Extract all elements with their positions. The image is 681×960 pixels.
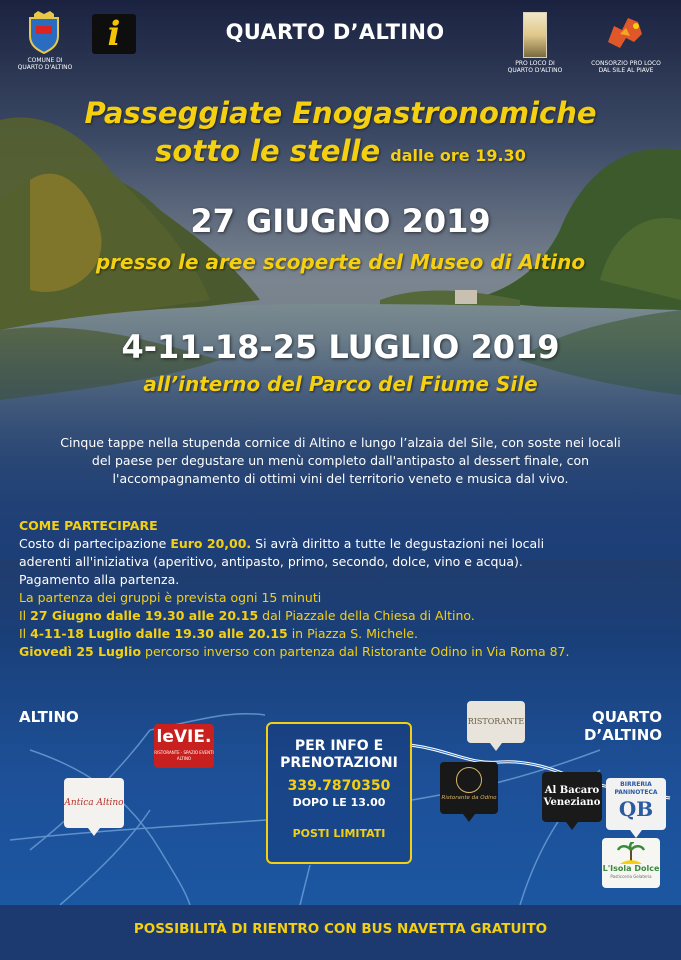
venue-levie-sub: RISTORANTE · SPAZIO EVENTI ALTINO [154, 750, 214, 761]
line6-prefix: Il [19, 626, 31, 641]
line5-prefix: Il [19, 608, 31, 623]
limited-places: POSTI LIMITATI [292, 827, 386, 840]
venue-qb-name: QB [618, 797, 654, 821]
cost-prefix: Costo di partecipazione [19, 536, 171, 551]
tourist-info-icon [92, 14, 136, 54]
venue-birreria-line1: BIRRERIA [620, 781, 652, 788]
line7-suffix: percorso inverso con partenza dal Ristorante Odino in Via Roma 87. [141, 644, 570, 659]
place-quarto-line1: QUARTO [592, 708, 662, 726]
line6-suffix: in Piazza S. Michele. [287, 626, 418, 641]
map-pin-icon [463, 814, 475, 822]
place-quarto-line2: D’ALTINO [584, 726, 662, 744]
proloco-caption [500, 60, 570, 74]
venue-bacaro-line2: Veneziano [543, 797, 601, 808]
how-line2: aderenti all'iniziativa (aperitivo, antipasto, primo, secondo, dolce, vino e acqua). [19, 554, 523, 569]
proloco-caption-line2: QUARTO D'ALTINO [507, 67, 563, 74]
place-quarto [574, 708, 662, 744]
line6-date: 4-11-18 Luglio dalle 19.30 alle 20.15 [30, 626, 288, 641]
consorzio-logo-icon [600, 12, 646, 56]
venue-bacaro [542, 772, 602, 822]
cost-suffix: Si avrà diritto a tutte le degustazioni nei locali [251, 536, 545, 551]
proloco-caption-line1: PRO LOCO DI [515, 60, 555, 67]
venue-birreria-qb [606, 778, 666, 830]
map-pin-icon [630, 830, 642, 838]
place-altino: ALTINO [19, 708, 79, 726]
venue-levie-name: leVIE. [156, 727, 212, 747]
booking-title-line1: PER INFO E [294, 738, 384, 754]
booking-hours: DOPO LE 13.00 [292, 796, 386, 809]
town-title: QUARTO D’ALTINO [225, 20, 445, 44]
venue-antica-altino-name: Antica Altino [64, 798, 124, 808]
booking-title-line2: PRENOTAZIONI [280, 755, 398, 771]
booking-title [268, 738, 410, 772]
venue-isola-dolce [602, 838, 660, 888]
reverse-route-line [19, 643, 669, 661]
booking-info-box [266, 722, 412, 864]
venue-birreria-line2: PANINOTECA [614, 789, 658, 796]
comune-caption [12, 57, 78, 71]
venue-ristorante [467, 701, 525, 743]
comune-caption-line1: COMUNE DI [27, 57, 63, 64]
event-time-note: dalle ore 19.30 [390, 146, 526, 165]
proloco-tower-icon [523, 12, 547, 58]
odino-emblem-icon [456, 767, 482, 793]
map-pin-icon [490, 743, 502, 751]
june-departure-line [19, 607, 669, 625]
line7-date: Giovedì 25 Luglio [19, 644, 142, 659]
consorzio-caption [584, 60, 668, 74]
venue-odino-name: Ristorante da Odino [441, 795, 497, 801]
description-line: l'accompagnamento di ottimi vini del territorio veneto e musica dal vivo. [112, 471, 569, 486]
description-line: Cinque tappe nella stupenda cornice di Altino e lungo l’alzaia del Sile, con soste nei locali [60, 435, 621, 450]
event-title-line1: Passeggiate Enogastronomiche [84, 96, 597, 130]
comune-caption-line2: QUARTO D'ALTINO [17, 64, 73, 71]
how-line4: La partenza dei gruppi è prevista ogni 15 minuti [19, 590, 322, 605]
venue-antica-altino [64, 778, 124, 828]
event-title-line2 [0, 134, 681, 168]
date-july-location: all’interno del Parco del Fiume Sile [143, 372, 538, 396]
how-to-participate [19, 517, 669, 661]
date-june-location: presso le aree scoperte del Museo di Altino [95, 250, 586, 274]
event-description [20, 434, 661, 488]
venue-isola-sub: Pasticceria Gelateria [610, 874, 652, 879]
date-july: 4-11-18-25 LUGLIO 2019 [121, 328, 560, 366]
comune-crest-icon [24, 10, 64, 54]
venue-isola-name: L'Isola Dolce [602, 864, 660, 873]
map-pin-icon [88, 828, 100, 836]
venue-bacaro-line1: Al Bacaro [544, 785, 600, 796]
booking-phone[interactable]: 339.7870350 [287, 778, 391, 794]
how-line3: Pagamento alla partenza. [19, 572, 180, 587]
cost-value: Euro 20,00. [170, 536, 252, 551]
venue-ristorante-name: RISTORANTE [467, 717, 525, 726]
cost-line [19, 535, 669, 553]
event-title-stars: sotto le stelle [155, 134, 381, 168]
july-departure-line [19, 625, 669, 643]
consorzio-caption-line2: DAL SILE AL PIAVE [598, 67, 654, 74]
line5-date: 27 Giugno dalle 19.30 alle 20.15 [30, 608, 259, 623]
date-june: 27 GIUGNO 2019 [190, 202, 491, 240]
shuttle-bus-footer: POSSIBILITÀ DI RIENTRO CON BUS NAVETTA GRATUITO [0, 905, 681, 960]
map-pin-icon [566, 822, 578, 830]
venue-levie [154, 724, 214, 768]
description-line: del paese per degustare un menù completo dall'antipasto al dessert finale, con [91, 453, 590, 468]
info-icon-letter: i [107, 14, 121, 54]
consorzio-caption-line1: CONSORZIO PRO LOCO [591, 60, 661, 67]
how-heading: COME PARTECIPARE [19, 518, 158, 533]
line5-suffix: dal Piazzale della Chiesa di Altino. [258, 608, 475, 623]
palm-tree-icon [616, 842, 646, 864]
venue-odino [440, 762, 498, 814]
